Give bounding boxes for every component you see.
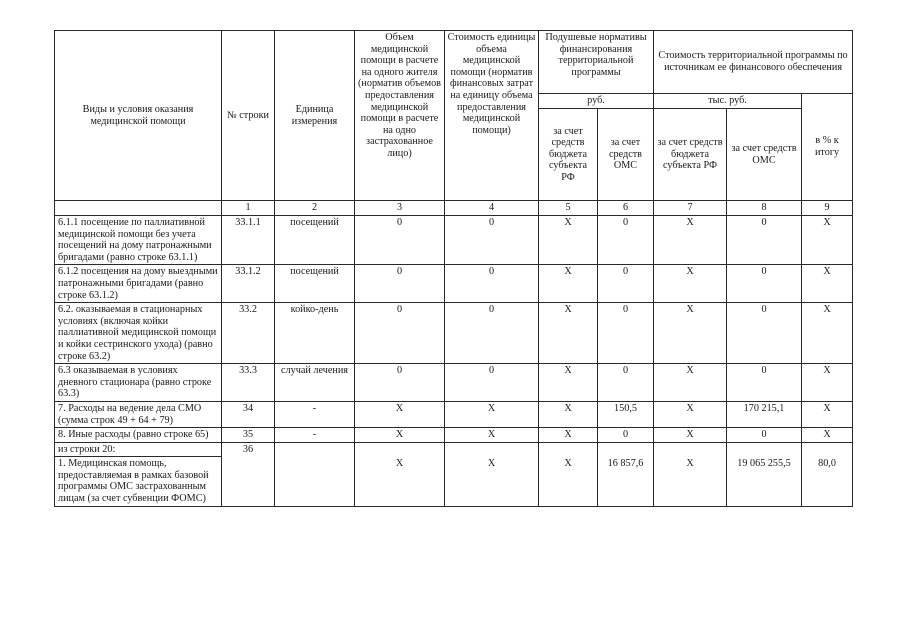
col-num: 2 — [275, 201, 355, 216]
cell-oms-rub: 0 — [598, 216, 654, 265]
row-unit — [275, 442, 355, 457]
header-types: Виды и условия оказания медицинской помощи — [55, 31, 222, 201]
cell-oms-thous: 0 — [727, 303, 802, 364]
cell-cost: Х — [445, 401, 539, 427]
cell-oms-thous: 0 — [727, 428, 802, 443]
cell-oms-thous: 19 065 255,5 — [727, 457, 802, 506]
spacer — [598, 442, 654, 457]
header-rub: руб. — [539, 94, 654, 109]
col-num: 9 — [802, 201, 853, 216]
cell-oms-rub: 150,5 — [598, 401, 654, 427]
header-unit-cost: Стоимость единицы объема медицинской помощи (норматив финансовых затрат на единицу объема предоставления медицинской помощи) — [445, 31, 539, 201]
col-num: 1 — [222, 201, 275, 216]
row-number: 36 — [222, 442, 275, 506]
cell-oms-rub: 0 — [598, 364, 654, 402]
cell-budget-rub: Х — [539, 364, 598, 402]
row-name: 6.3 оказываемая в условиях дневного стационара (равно строке 63.3) — [55, 364, 222, 402]
col-num — [55, 201, 222, 216]
table-row — [55, 401, 853, 427]
col-num: 8 — [727, 201, 802, 216]
header-thous-rub: тыс. руб. — [654, 94, 802, 109]
cell-oms-thous: 0 — [727, 216, 802, 265]
row-unit: - — [275, 401, 355, 427]
header-budget-thous: за счет средств бюджета субъекта РФ — [654, 109, 727, 201]
cell-volume: 0 — [355, 265, 445, 303]
cell-budget-rub: Х — [539, 401, 598, 427]
cell-budget-rub: Х — [539, 216, 598, 265]
header-program-cost: Стоимость территориальной программы по источникам ее финансового обеспечения — [654, 31, 853, 94]
table-row-subheading — [55, 442, 853, 457]
spacer — [445, 442, 539, 457]
column-number-row — [55, 201, 853, 216]
cell-oms-rub: 0 — [598, 303, 654, 364]
cell-volume: Х — [355, 428, 445, 443]
col-num: 6 — [598, 201, 654, 216]
table-row — [55, 216, 853, 265]
cell-oms-rub: 0 — [598, 265, 654, 303]
spacer — [539, 442, 598, 457]
spacer — [727, 442, 802, 457]
cell-volume: 0 — [355, 303, 445, 364]
table-row — [55, 364, 853, 402]
cell-budget-thous: Х — [654, 364, 727, 402]
row-unit: посещений — [275, 216, 355, 265]
cell-budget-rub: Х — [539, 265, 598, 303]
cell-percent: Х — [802, 216, 853, 265]
header-oms-rub: за счет средств ОМС — [598, 109, 654, 201]
spacer — [802, 442, 853, 457]
cell-volume: 0 — [355, 364, 445, 402]
header-volume: Объем медицинской помощи в расчете на одного жителя (норматив объемов предоставления медицинской помощи в расчете на одно застрахованное лицо) — [355, 31, 445, 201]
table-row — [55, 303, 853, 364]
cell-percent: Х — [802, 428, 853, 443]
row-number: 33.1.2 — [222, 265, 275, 303]
cell-volume: Х — [355, 401, 445, 427]
row-number: 33.2 — [222, 303, 275, 364]
cell-budget-rub: Х — [539, 428, 598, 443]
row-name: 1. Медицинская помощь, предоставляемая в рамках базовой программы ОМС застрахованным лицам (за счет субвенции ФОМС) — [55, 457, 222, 506]
cell-cost: 0 — [445, 364, 539, 402]
table-row — [55, 428, 853, 443]
row-name: 6.2. оказываемая в стационарных условиях (включая койки паллиативной медицинской помощи и койки сестринского ухода) (равно строке 63.2) — [55, 303, 222, 364]
header-budget-rub: за счет средств бюджета субъекта РФ — [539, 109, 598, 201]
cell-cost: Х — [445, 457, 539, 506]
col-num: 7 — [654, 201, 727, 216]
cell-cost: Х — [445, 428, 539, 443]
territorial-program-table — [54, 30, 853, 507]
cell-oms-thous: 0 — [727, 364, 802, 402]
cell-oms-rub: 0 — [598, 428, 654, 443]
cell-oms-thous: 0 — [727, 265, 802, 303]
cell-oms-rub: 16 857,6 — [598, 457, 654, 506]
cell-cost: 0 — [445, 265, 539, 303]
header-percent: в % к итогу — [802, 94, 853, 201]
cell-budget-thous: Х — [654, 265, 727, 303]
header-row-number: № строки — [222, 31, 275, 201]
row-unit: - — [275, 428, 355, 443]
row-name: 7. Расходы на ведение дела СМО (сумма строк 49 + 64 + 79) — [55, 401, 222, 427]
cell-budget-thous: Х — [654, 216, 727, 265]
header-per-capita: Подушевые нормативы финансирования территориальной программы — [539, 31, 654, 94]
cell-budget-thous: Х — [654, 401, 727, 427]
col-num: 4 — [445, 201, 539, 216]
row-number: 33.1.1 — [222, 216, 275, 265]
cell-percent: Х — [802, 364, 853, 402]
cell-budget-thous: Х — [654, 457, 727, 506]
row-unit: посещений — [275, 265, 355, 303]
cell-volume: 0 — [355, 216, 445, 265]
cell-percent: Х — [802, 303, 853, 364]
row-number: 33.3 — [222, 364, 275, 402]
table-row — [55, 265, 853, 303]
cell-percent: Х — [802, 401, 853, 427]
header-unit: Единица измерения — [275, 31, 355, 201]
spacer — [355, 442, 445, 457]
row-number: 35 — [222, 428, 275, 443]
spacer — [654, 442, 727, 457]
cell-percent: 80,0 — [802, 457, 853, 506]
header-oms-thous: за счет средств ОМС — [727, 109, 802, 201]
row-prefix: из строки 20: — [55, 442, 222, 457]
col-num: 5 — [539, 201, 598, 216]
cell-cost: 0 — [445, 216, 539, 265]
row-name: 6.1.2 посещения на дому выездными патронажными бригадами (равно строке 63.1.2) — [55, 265, 222, 303]
row-number: 34 — [222, 401, 275, 427]
row-name: 8. Иные расходы (равно строке 65) — [55, 428, 222, 443]
spacer — [275, 457, 355, 506]
cell-budget-thous: Х — [654, 428, 727, 443]
row-unit: койко-день — [275, 303, 355, 364]
row-unit: случай лечения — [275, 364, 355, 402]
col-num: 3 — [355, 201, 445, 216]
cell-cost: 0 — [445, 303, 539, 364]
cell-percent: Х — [802, 265, 853, 303]
cell-budget-rub: Х — [539, 303, 598, 364]
table-row — [55, 457, 853, 506]
cell-budget-rub: Х — [539, 457, 598, 506]
cell-budget-thous: Х — [654, 303, 727, 364]
cell-volume: Х — [355, 457, 445, 506]
row-name: 6.1.1 посещение по паллиативной медицинской помощи без учета посещений на дому патронажными бригадами (равно строке 63.1.1) — [55, 216, 222, 265]
cell-oms-thous: 170 215,1 — [727, 401, 802, 427]
